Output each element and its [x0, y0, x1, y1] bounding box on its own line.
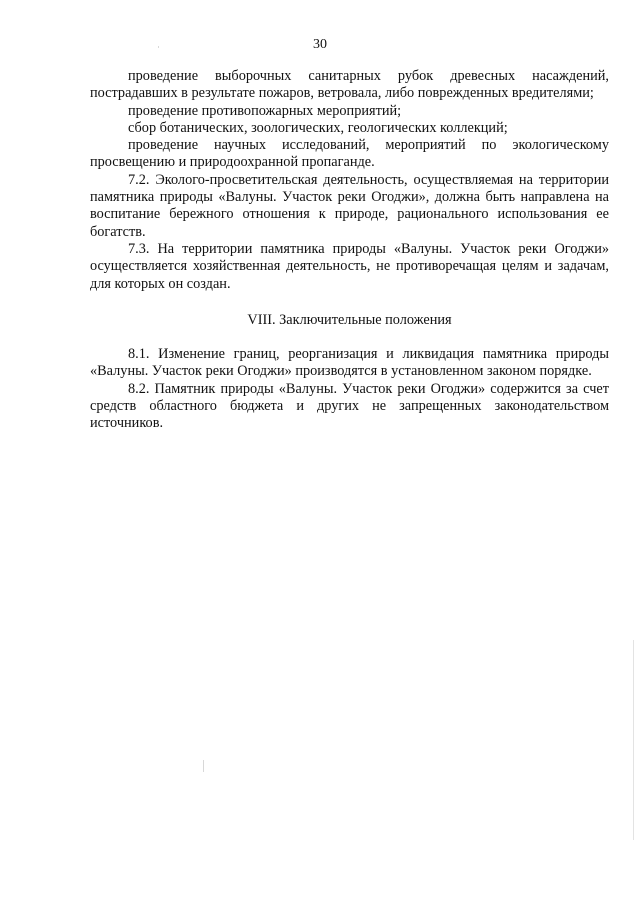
paragraph-7-2: 7.2. Эколого-просветительская деятельность, осуществляемая на территории памятника природы «Валуны. Участок реки Огоджи», должна быть направлена на воспитание бережного отношения к природе, рационального использования ее богатств.	[90, 171, 609, 240]
paragraph-8-2: 8.2. Памятник природы «Валуны. Участок реки Огоджи» содержится за счет средств областного бюджета и других не запрещенных законодательством источников.	[90, 380, 609, 432]
scan-speck	[158, 46, 159, 48]
scan-speck	[203, 760, 204, 772]
paragraph-8-1: 8.1. Изменение границ, реорганизация и ликвидация памятника природы «Валуны. Участок реки Огоджи» производятся в установленном законом порядке.	[90, 346, 609, 380]
document-body	[90, 68, 609, 433]
paragraph-sanitary-felling: проведение выборочных санитарных рубок древесных насаждений, пострадавших в результате пожаров, ветровала, либо поврежденных вредителями;	[90, 68, 609, 102]
page-number: 30	[313, 37, 327, 52]
paragraph-7-3: 7.3. На территории памятника природы «Валуны. Участок реки Огоджи» осуществляется хозяйственная деятельность, не противоречащая целям и задачам, для которых он создан.	[90, 240, 609, 292]
paragraph-research: проведение научных исследований, мероприятий по экологическому просвещению и природоохранной пропаганде.	[90, 137, 609, 171]
scan-edge-shadow	[633, 640, 634, 840]
paragraph-fire-prevention: проведение противопожарных мероприятий;	[128, 102, 402, 119]
section-heading: VIII. Заключительные положения	[247, 311, 452, 328]
paragraph-collections: сбор ботанических, зоологических, геологических коллекций;	[128, 119, 508, 136]
